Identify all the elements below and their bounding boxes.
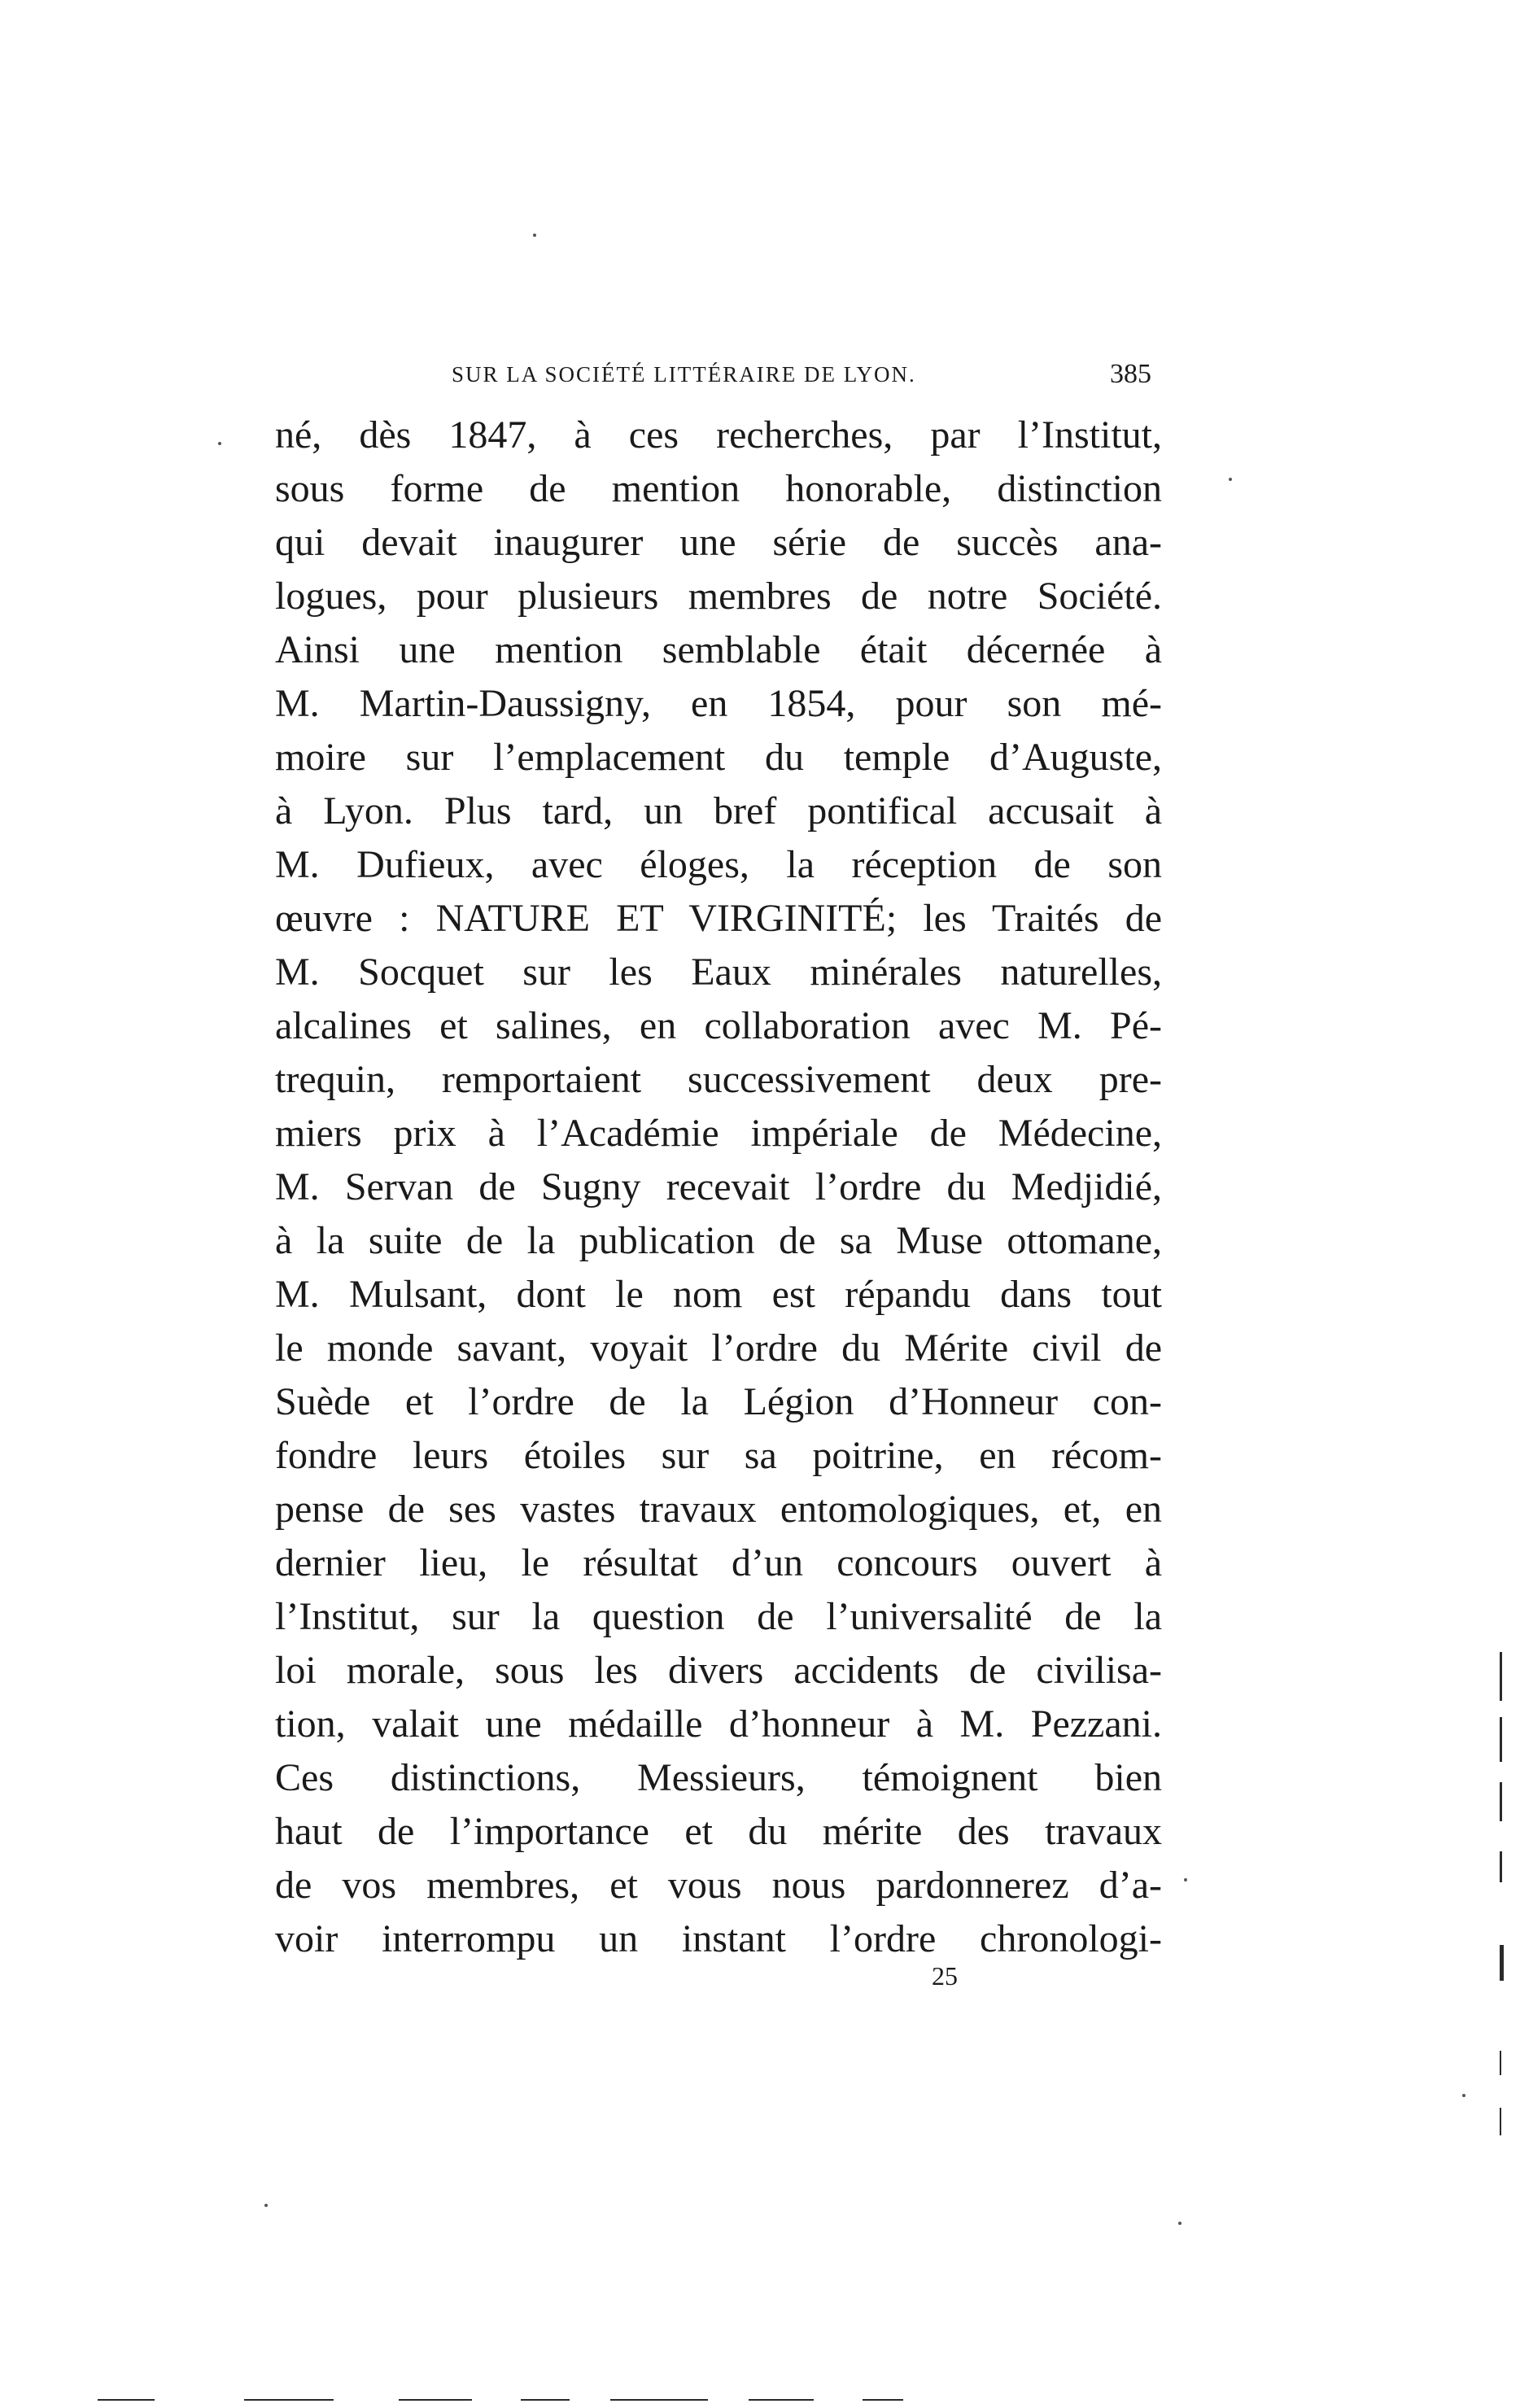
text-line: le monde savant, voyait l’ordre du Mérite civil de — [275, 1326, 1162, 1370]
scan-artifact — [98, 2399, 155, 2401]
scan-speck — [218, 442, 221, 445]
scan-speck — [1229, 478, 1232, 481]
scan-artifact — [1500, 1851, 1502, 1882]
scan-artifact — [863, 2399, 903, 2401]
text-line: Ainsi une mention semblable était décernée à — [275, 628, 1162, 671]
text-line: sous forme de mention honorable, distinction — [275, 467, 1162, 510]
text-line: de vos membres, et vous nous pardonnerez d’a- — [275, 1864, 1162, 1907]
text-line: tion, valait une médaille d’honneur à M. Pezzani. — [275, 1702, 1162, 1746]
text-line: Suède et l’ordre de la Légion d’Honneur con- — [275, 1380, 1162, 1423]
text-line: miers prix à l’Académie impériale de Médecine, — [275, 1112, 1162, 1155]
scan-artifact — [1500, 1945, 1504, 1981]
scan-artifact — [399, 2399, 472, 2401]
text-line: M. Socquet sur les Eaux minérales naturelles, — [275, 951, 1162, 994]
text-line: haut de l’importance et du mérite des travaux — [275, 1810, 1162, 1853]
text-line: loi morale, sous les divers accidents de civilisa- — [275, 1649, 1162, 1692]
text-line: M. Martin-Daussigny, en 1854, pour son mé- — [275, 682, 1162, 725]
running-title: SUR LA SOCIÉTÉ LITTÉRAIRE DE LYON. — [452, 362, 916, 387]
scan-artifact — [1500, 1652, 1502, 1701]
text-line: voir interrompu un instant l’ordre chronologi- — [275, 1917, 1162, 1960]
text-line: M. Mulsant, dont le nom est répandu dans tout — [275, 1273, 1162, 1316]
running-head — [452, 359, 1151, 398]
text-line: alcalines et salines, en collaboration avec M. Pé- — [275, 1004, 1162, 1047]
scan-speck — [1462, 2094, 1465, 2097]
scan-artifact — [1500, 2108, 1501, 2135]
text-line: moire sur l’emplacement du temple d’Auguste, — [275, 736, 1162, 779]
text-line: dernier lieu, le résultat d’un concours ouvert à — [275, 1541, 1162, 1584]
scan-speck — [1178, 2222, 1181, 2225]
text-line: trequin, remportaient successivement deux pre- — [275, 1058, 1162, 1101]
signature-mark: 25 — [932, 1961, 958, 1991]
page-number: 385 — [1110, 359, 1151, 389]
text-line: né, dès 1847, à ces recherches, par l’Institut, — [275, 413, 1162, 457]
text-line: M. Dufieux, avec éloges, la réception de son — [275, 843, 1162, 886]
scan-artifact — [1500, 1782, 1502, 1821]
text-line: Ces distinctions, Messieurs, témoignent bien — [275, 1756, 1162, 1799]
text-line: M. Servan de Sugny recevait l’ordre du Medjidié, — [275, 1165, 1162, 1208]
text-line: pense de ses vastes travaux entomologiques, et, en — [275, 1488, 1162, 1531]
scan-artifact — [1500, 1717, 1502, 1762]
text-line: à la suite de la publication de sa Muse ottomane, — [275, 1219, 1162, 1262]
text-line: l’Institut, sur la question de l’universalité de la — [275, 1595, 1162, 1638]
scan-artifact — [1500, 2051, 1501, 2075]
text-line: logues, pour plusieurs membres de notre Société. — [275, 575, 1162, 618]
scan-artifact — [749, 2399, 814, 2401]
scan-speck — [1184, 1878, 1187, 1881]
scan-speck — [533, 234, 536, 237]
text-line: fondre leurs étoiles sur sa poitrine, en récom- — [275, 1434, 1162, 1477]
scan-speck — [264, 2204, 268, 2207]
scan-artifact — [244, 2399, 334, 2401]
text-line: qui devait inaugurer une série de succès ana- — [275, 521, 1162, 564]
text-line: œuvre : NATURE ET VIRGINITÉ; les Traités de — [275, 897, 1162, 940]
scan-artifact — [610, 2399, 708, 2401]
text-line: à Lyon. Plus tard, un bref pontifical accusait à — [275, 789, 1162, 833]
scan-artifact — [521, 2399, 570, 2401]
